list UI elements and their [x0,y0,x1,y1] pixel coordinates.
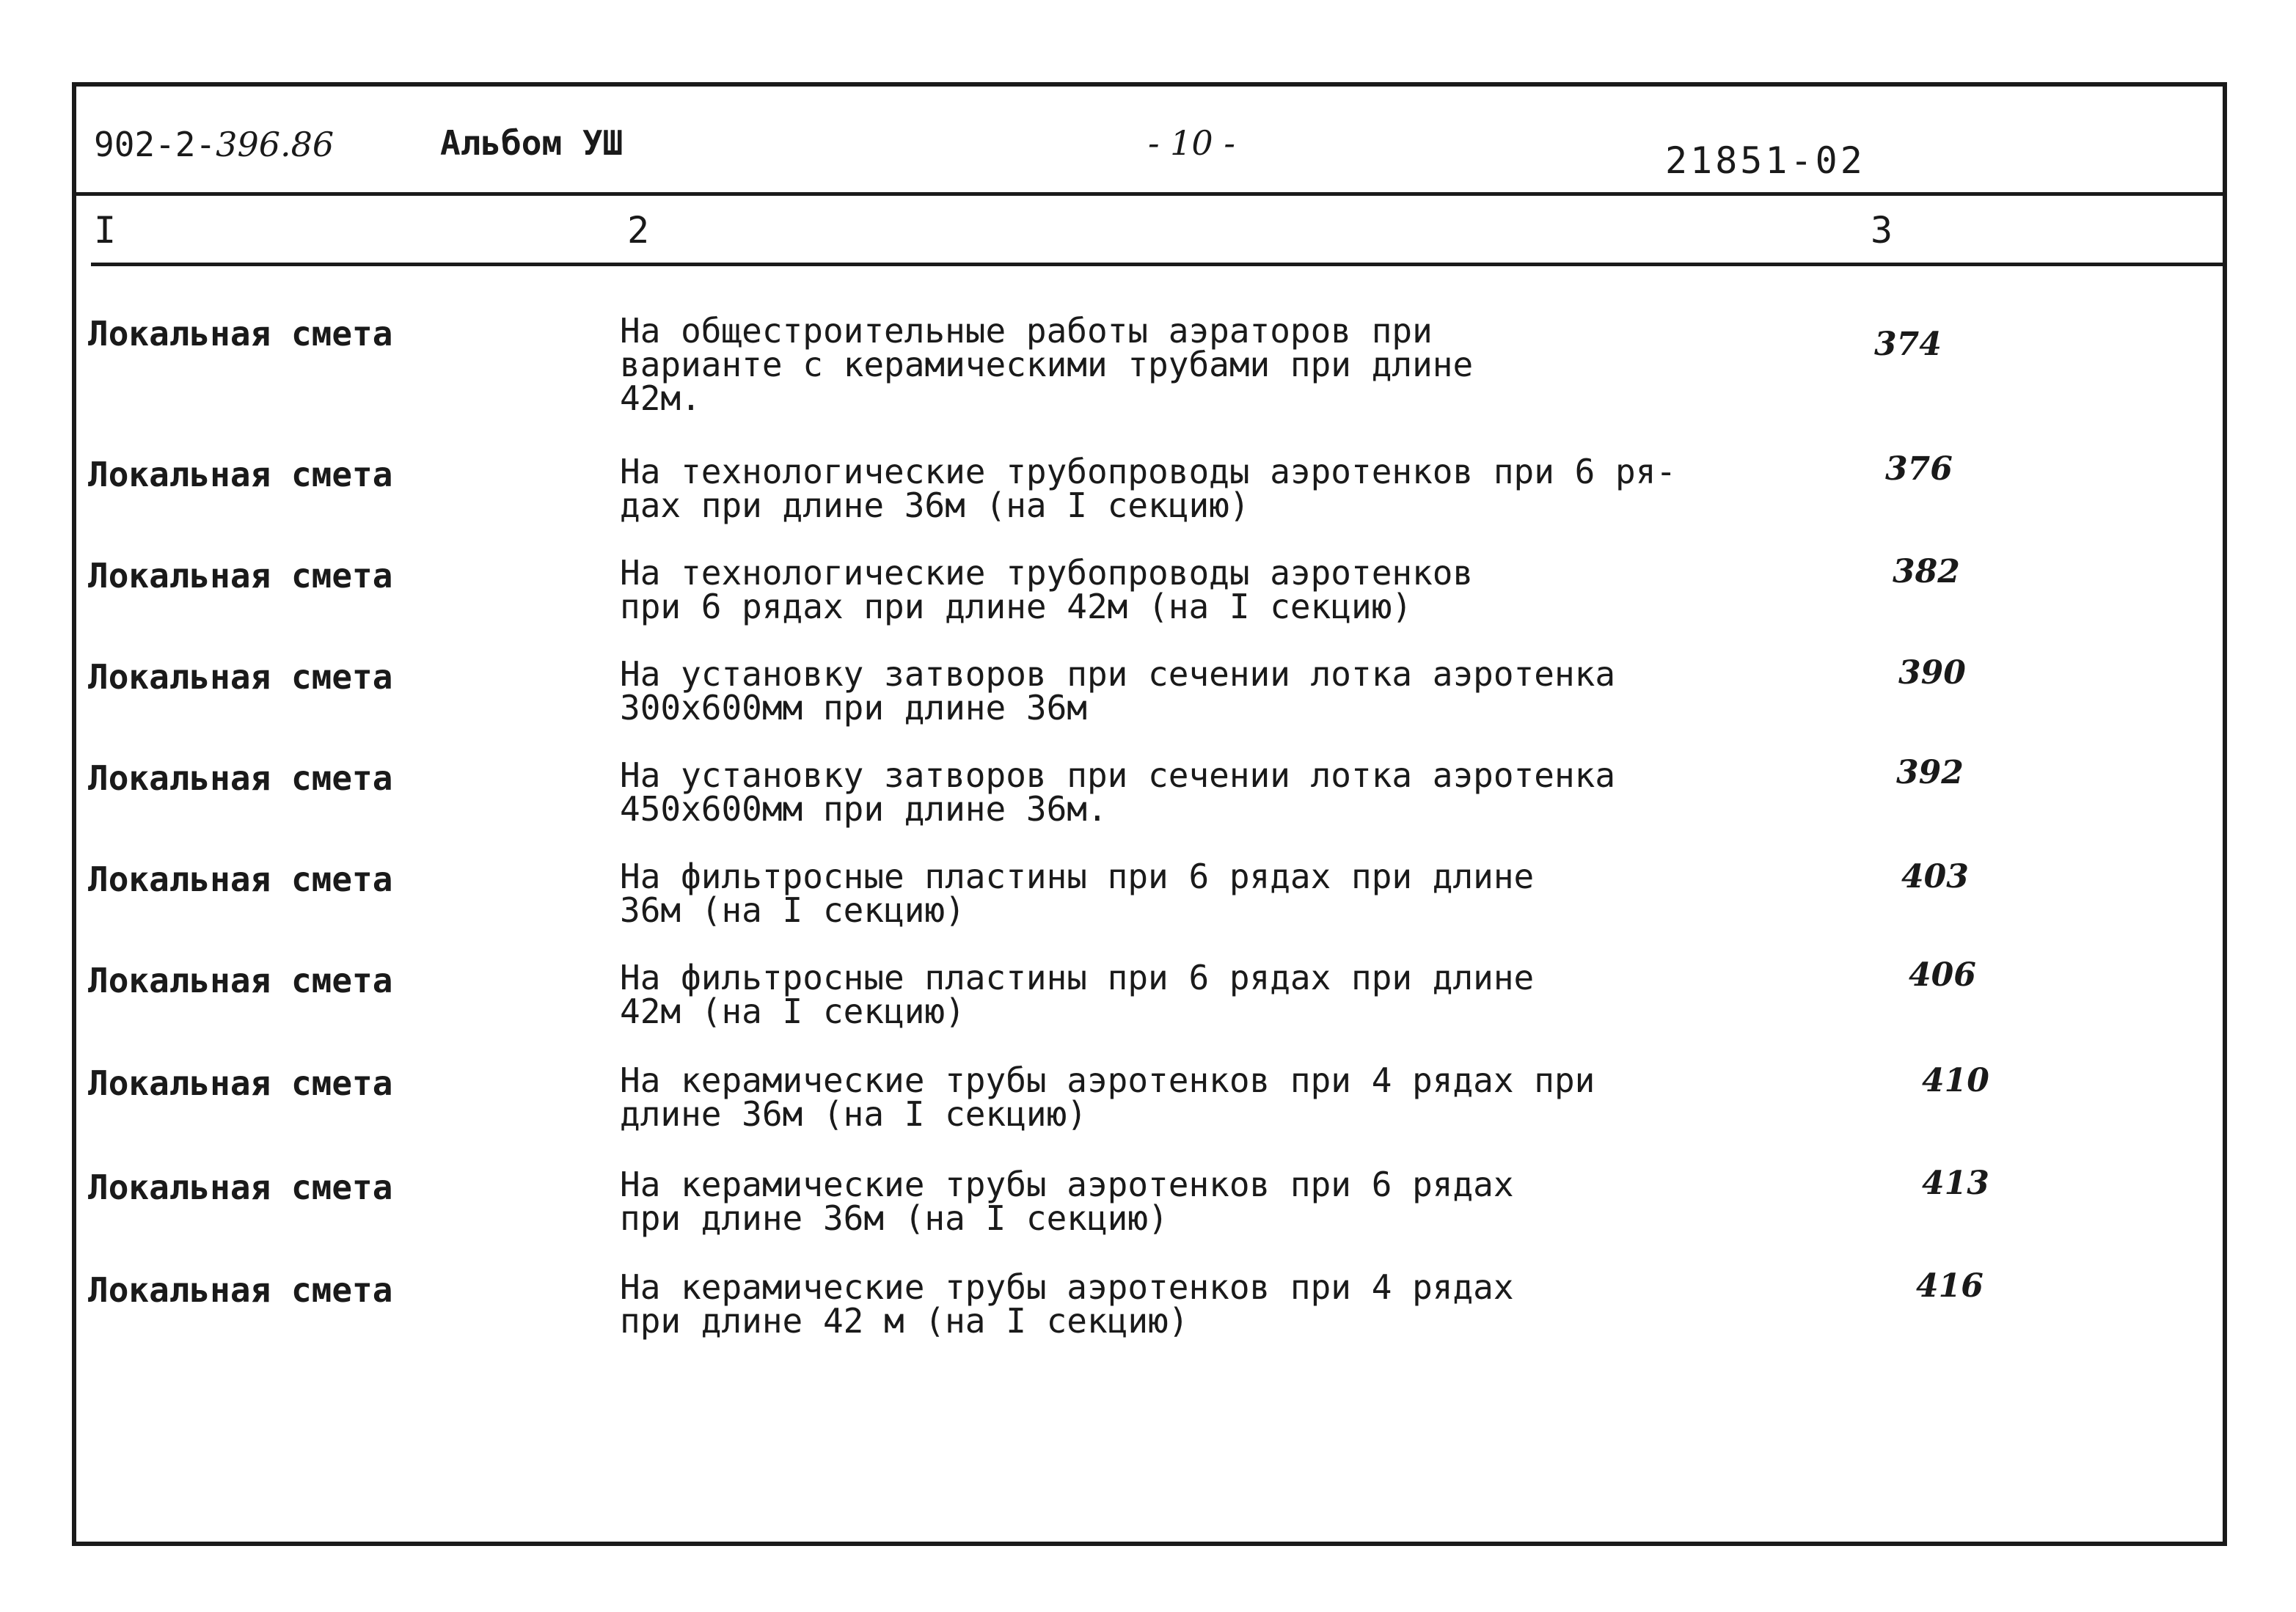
archive-stamp: 21851-02 [1665,139,1865,182]
row-page: 390 [1898,654,1966,692]
row-description: На керамические трубы аэротенков при 4 рядах при длине 36м (на I секцию) [620,1060,1595,1134]
row-type: Локальная смета [88,1168,393,1207]
row-page: 392 [1896,754,1964,791]
row-type: Локальная смета [88,961,393,1000]
row-type: Локальная смета [88,314,393,353]
page-number: - 10 - [1148,123,1235,163]
row-page: 406 [1909,956,1976,994]
row-type: Локальная смета [88,657,393,697]
row-page: 374 [1874,326,1942,363]
document-code [94,125,334,164]
document-code-handwritten: 396.86 [216,125,334,164]
row-description: На технологические трубопроводы аэротенков при 6 ря- дах при длине 36м (на I секцию) [620,452,1677,525]
document-code-printed: 902-2- [94,125,216,164]
row-type: Локальная смета [88,1270,393,1310]
row-type: Локальная смета [88,860,393,899]
row-type: Локальная смета [88,1063,393,1103]
row-description: На установку затворов при сечении лотка аэротенка 300х600мм при длине 36м [620,654,1616,728]
column-header-1: I [94,209,117,252]
album-title: Альбом УШ [440,123,624,163]
row-type: Локальная смета [88,758,393,798]
column-header-divider [91,263,2223,266]
row-description: На технологические трубопроводы аэротенков при 6 рядах при длине 42м (на I секцию) [620,553,1474,626]
row-page: 416 [1916,1267,1984,1305]
row-page: 376 [1885,450,1953,488]
row-page: 410 [1922,1062,1989,1099]
row-description: На общестроительные работы аэраторов при варианте с керамическими трубами при длине 42м. [620,311,1474,418]
header-divider [76,192,2223,196]
row-description: На установку затворов при сечении лотка аэротенка 450х600мм при длине 36м. [620,755,1616,829]
row-type: Локальная смета [88,455,393,494]
row-description: На керамические трубы аэротенков при 4 рядах при длине 42 м (на I секцию) [620,1267,1514,1341]
column-header-3: 3 [1871,209,1893,252]
row-description: На фильтросные пластины при 6 рядах при длине 36м (на I секцию) [620,857,1535,930]
row-description: На керамические трубы аэротенков при 6 рядах при длине 36м (на I секцию) [620,1165,1514,1238]
row-page: 403 [1901,858,1969,895]
row-page: 382 [1893,553,1960,590]
row-page: 413 [1922,1165,1989,1202]
row-type: Локальная смета [88,556,393,596]
column-header-2: 2 [627,209,650,252]
row-description: На фильтросные пластины при 6 рядах при длине 42м (на I секцию) [620,958,1535,1031]
